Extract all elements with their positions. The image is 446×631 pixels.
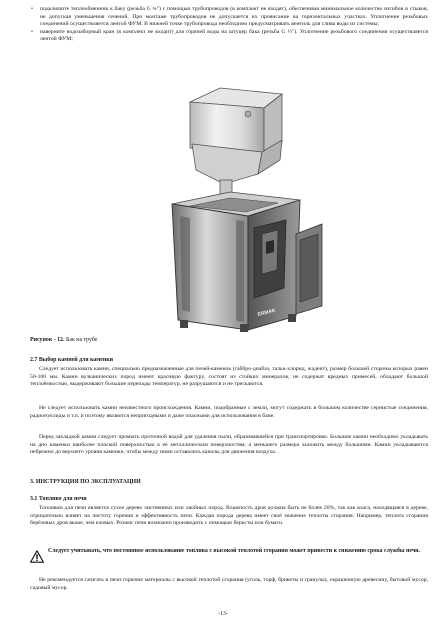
figure-caption-label: Рисунок - 12. <box>30 337 65 343</box>
bullet-item: • подключите теплообменник к баку (резьба G ¾") с помощью трубопроводов (в комплект не входят), обеспечивая минимальное количество изгибов и стыков, не допуская уменьшения сечений. При монтаже трубопроводов не допускается их провисание на горизонтальных участках. Уплотнение резьбовых соединений осуществляется лентой ФУМ. В нижней точке трубопровода необходимо предусматривать вентиль для слива воды из системы; <box>30 6 428 29</box>
section-2-7-title: 2.7 Выбор камней для каменки <box>30 357 114 363</box>
warning-text: Следует учитывать, что постоянное использование топлива с высокой теплотой сгорания может привести к снижению срока службы печи. <box>48 548 421 554</box>
section-3-1-paragraph: Не рекомендуется сжигать в печи горючие материалы с высокой теплотой сгорания (уголь, торф, брикеты и гранулы), окрашенную древесину, бытовой мусор, садовый мусор. <box>30 577 428 591</box>
section-2-7-paragraph: Перед закладкой камни следует промыть проточной водой для удаления пыли, образовавшейся при транспортировке. Большие камни необходимо укладывать на дно каменки наиболее плоской поверхностью к её металлическим поверхностям, а меньшего размера заложить между большими. Камни укладываются небрежно до верхнего уровня каменки, чтобы между ними оставались каналы для движения воздуха. <box>30 434 428 456</box>
section-2-7-paragraph: Следует использовать камни, специально предназначенные для печей-каменок (габбро-диабаз, тальк-хлорид, жадеит), размер большей стороны которых равен 50-100 мм. Камни вулканических пород имеют красивую фактуру, состоят из стойких минералов, не содержат вредных примесей, обладают большой теплоёмкостью, выдерживают большие перепады температур, не разрушаются и не трескаются. <box>30 366 428 388</box>
section-3-title: 3. ИНСТРУКЦИЯ ПО ЭКСПЛУАТАЦИИ <box>30 479 141 485</box>
figure-caption-text: Бак на трубе <box>64 337 98 343</box>
stove-drawing <box>150 84 325 334</box>
brand-logo: ERMAK <box>257 307 277 318</box>
section-2-7-paragraph: Не следует использовать камни неизвестного происхождения. Камни, подобранные с земли, могут содержать в большом количестве сернистые соединения, радионуклиды и т.п. и поэтому являются непригодными и даже опасными для использования в бане. <box>30 405 428 419</box>
figure-caption <box>30 337 97 343</box>
page-number: -13- <box>218 611 228 617</box>
warning-icon <box>30 550 44 563</box>
stove-with-tank-illustration <box>150 84 325 334</box>
installation-bullets <box>30 6 428 44</box>
bullet-item: • наверните водозаборный кран (в комплект не входит) для горячей воды на штуцер бака (резьба G ½"). Уплотнение резьбового соединения осуществляется лентой ФУМ; <box>30 29 428 44</box>
section-3-1-paragraph: Топливом для печи является сухое дерево лиственных или хвойных пород. Влажность дров должна быть не более 20%, так как влага, находящаяся в дереве, отрицательно влияет на чистоту горения и эффективность печи. Каждая порода дерева имеет своё значение теплоты сгорания. Например, теплота сгорания берёзовых дров выше, чем еловых. Розжиг печи возможно производить с помощью бересты или бумаги. <box>30 505 428 527</box>
section-3-1-title: 3.1 Топливо для печи <box>30 496 87 502</box>
